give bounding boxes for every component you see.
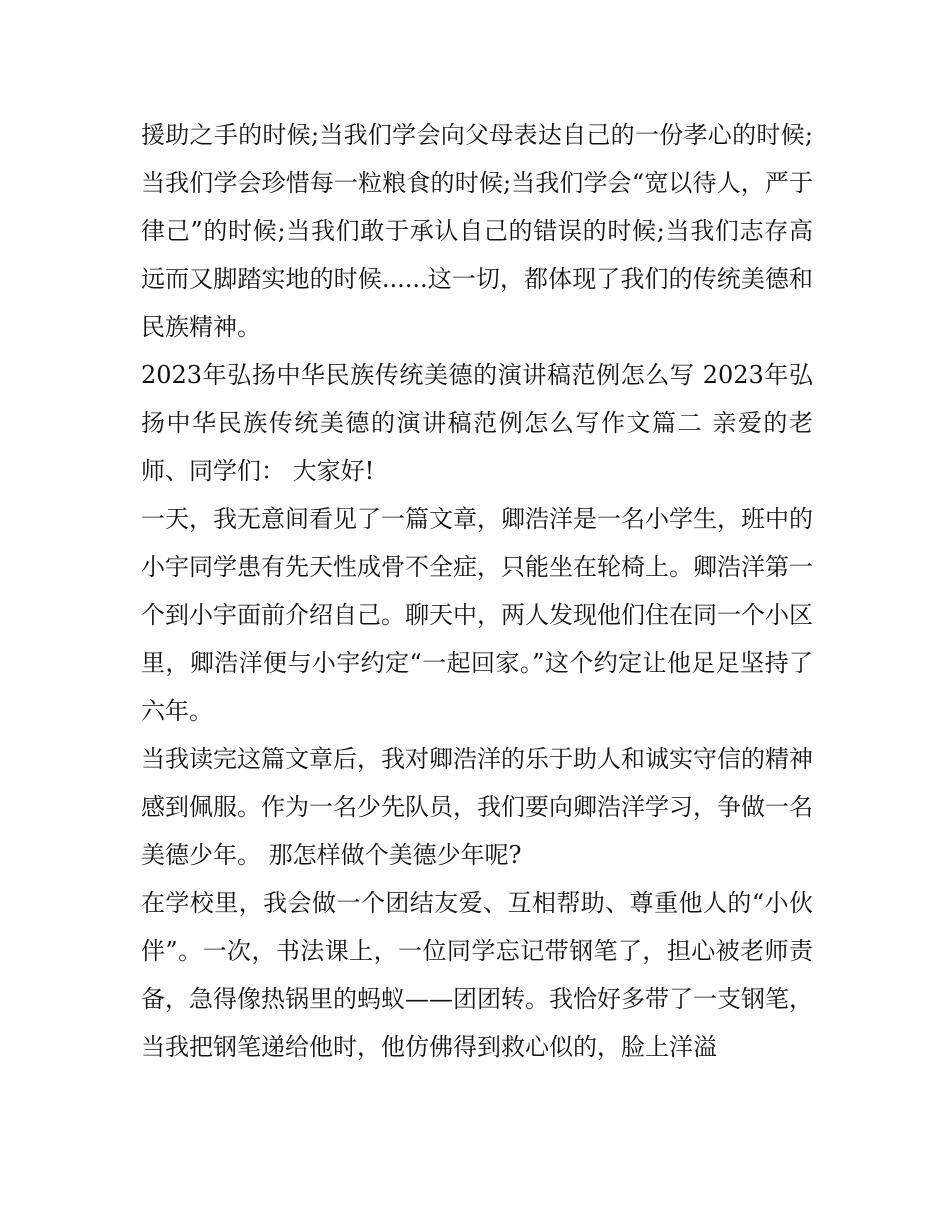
paragraph-2: 2023年弘扬中华民族传统美德的演讲稿范例怎么写 2023年弘扬中华民族传统美德的演讲稿范例怎么写作文篇二 亲爱的老师、同学们： 大家好! <box>141 361 813 485</box>
paragraph-1: 援助之手的时候;当我们学会向父母表达自己的一份孝心的时候;当我们学会珍惜每一粒粮食的时候;当我们学会“宽以待人，严于律己”的时候;当我们敢于承认自己的错误的时候;当我们志存高远而又脚踏实地的时候......这一切，都体现了我们的传统美德和民族精神。 <box>141 121 813 341</box>
paragraph-5: 在学校里，我会做一个团结友爱、互相帮助、尊重他人的“小伙伴”。一次，书法课上，一位同学忘记带钢笔了，担心被老师责备，急得像热锅里的蚂蚁——团团转。我恰好多带了一支钢笔，当我把钢笔递给他时，他仿佛得到救心似的，脸上洋溢 <box>141 889 813 1061</box>
document-body <box>141 111 813 1071</box>
paragraph-3: 一天，我无意间看见了一篇文章，卿浩洋是一名小学生，班中的小宇同学患有先天性成骨不全症，只能坐在轮椅上。卿浩洋第一个到小宇面前介绍自己。聊天中，两人发现他们住在同一个小区里，卿浩洋便与小宇约定“一起回家。”这个约定让他足足坚持了六年。 <box>141 505 813 725</box>
paragraph-4: 当我读完这篇文章后，我对卿浩洋的乐于助人和诚实守信的精神感到佩服。作为一名少先队员，我们要向卿浩洋学习，争做一名美德少年。 那怎样做个美德少年呢? <box>141 745 813 869</box>
